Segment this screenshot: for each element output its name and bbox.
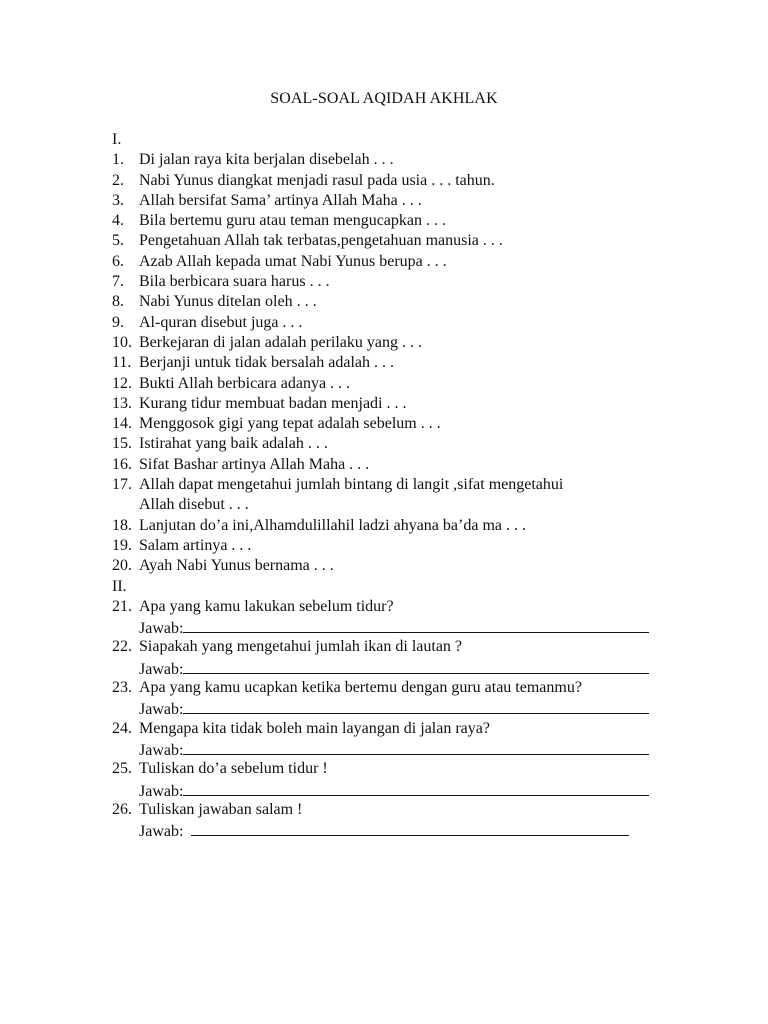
question-number: 19.: [112, 536, 132, 554]
answer-label: Jawab:: [139, 701, 184, 719]
question-item: [112, 536, 672, 556]
answer-field[interactable]: [139, 617, 649, 639]
answer-blank-line[interactable]: [183, 617, 649, 633]
question-number: 16.: [112, 455, 132, 473]
question-text: Bila bertemu guru atau teman mengucapkan . . .: [139, 212, 447, 230]
question-number: 13.: [112, 394, 132, 412]
question-number: 10.: [112, 333, 132, 351]
answer-blank-line[interactable]: [191, 820, 629, 836]
question-number: 11.: [112, 354, 132, 372]
question-number: 7.: [112, 273, 124, 291]
question-text: Salam artinya . . .: [139, 536, 252, 554]
question-number: 6.: [112, 252, 124, 270]
question-number: 9.: [112, 313, 124, 331]
question-text: Menggosok gigi yang tepat adalah sebelum . . .: [139, 415, 441, 433]
answer-row: [112, 698, 672, 718]
question-text: Berkejaran di jalan adalah perilaku yang . . .: [139, 333, 422, 351]
section-heading: I.: [112, 131, 122, 148]
question-text: Nabi Yunus ditelan oleh . . .: [139, 293, 317, 311]
question-text: Mengapa kita tidak boleh main layangan di jalan raya?: [139, 719, 490, 737]
question-number: 22.: [112, 638, 132, 656]
answer-row: [112, 820, 672, 840]
answer-label: Jawab:: [139, 620, 184, 638]
question-number: 18.: [112, 516, 132, 534]
question-number: 8.: [112, 293, 124, 311]
question-text: Apa yang kamu lakukan sebelum tidur?: [139, 597, 394, 615]
answer-blank-line[interactable]: [183, 739, 649, 755]
question-item: [112, 759, 672, 779]
question-number: 14.: [112, 415, 132, 433]
question-text: Sifat Bashar artinya Allah Maha . . .: [139, 455, 370, 473]
question-text: Siapakah yang mengetahui jumlah ikan di lautan ?: [139, 638, 463, 656]
question-text: Tuliskan do’a sebelum tidur !: [139, 760, 328, 778]
question-item: [112, 333, 672, 353]
question-text: Lanjutan do’a ini,Alhamdulillahil ladzi ahyana ba’da ma . . .: [139, 516, 526, 534]
question-item: [112, 434, 672, 454]
answer-blank-line[interactable]: [183, 698, 649, 714]
question-number: 1.: [112, 151, 124, 169]
question-text: Tuliskan jawaban salam !: [139, 800, 303, 818]
question-number: 12.: [112, 374, 132, 392]
question-number: 25.: [112, 760, 132, 778]
question-item: [112, 394, 672, 414]
question-list: [112, 130, 672, 840]
answer-field[interactable]: [139, 698, 649, 720]
answer-field[interactable]: [139, 820, 629, 842]
question-text: Berjanji untuk tidak bersalah adalah . . .: [139, 354, 395, 372]
answer-row: [112, 658, 672, 678]
question-number: 3.: [112, 191, 124, 209]
question-item: [112, 800, 672, 820]
answer-field[interactable]: [139, 780, 649, 802]
answer-label: Jawab:: [139, 782, 184, 800]
question-item: [112, 495, 672, 515]
question-item: [112, 231, 672, 251]
answer-row: [112, 780, 672, 800]
question-item: [112, 475, 672, 495]
question-text: Nabi Yunus diangkat menjadi rasul pada usia . . . tahun.: [139, 171, 495, 189]
answer-row: [112, 739, 672, 759]
question-text: Pengetahuan Allah tak terbatas,pengetahuan manusia . . .: [139, 232, 503, 250]
answer-blank-line[interactable]: [183, 780, 649, 796]
question-number: 23.: [112, 679, 132, 697]
question-text: Istirahat yang baik adalah . . .: [139, 435, 328, 453]
question-item: [112, 516, 672, 536]
question-text: Ayah Nabi Yunus bernama . . .: [139, 557, 334, 575]
question-item: [112, 414, 672, 434]
section-heading: II.: [112, 577, 127, 595]
question-item: [112, 252, 672, 272]
answer-label: Jawab:: [139, 741, 184, 759]
question-number: 24.: [112, 719, 132, 737]
question-item: [112, 272, 672, 292]
question-number: 15.: [112, 435, 132, 453]
question-item: [112, 719, 672, 739]
question-text: Apa yang kamu ucapkan ketika bertemu dengan guru atau temanmu?: [139, 679, 582, 697]
question-number: 4.: [112, 212, 124, 230]
answer-field[interactable]: [139, 658, 649, 680]
question-number: 17.: [112, 476, 132, 494]
question-item: [112, 597, 672, 617]
question-item: [112, 637, 672, 657]
question-item: [112, 292, 672, 312]
section-label: [112, 577, 672, 597]
question-item: [112, 171, 672, 191]
question-number: 21.: [112, 597, 132, 615]
answer-blank-line[interactable]: [183, 658, 649, 674]
question-text: Azab Allah kepada umat Nabi Yunus berupa . . .: [139, 252, 447, 270]
answer-label: Jawab:: [139, 660, 184, 678]
question-item: [112, 374, 672, 394]
question-item: [112, 150, 672, 170]
question-item: [112, 455, 672, 475]
question-item: [112, 353, 672, 373]
page-title: SOAL-SOAL AQIDAH AKHLAK: [270, 90, 498, 107]
question-text: Bila berbicara suara harus . . .: [139, 273, 330, 291]
answer-label: Jawab:: [139, 823, 184, 841]
question-number: 5.: [112, 232, 124, 250]
question-text: Al-quran disebut juga . . .: [139, 313, 303, 331]
question-text: Allah disebut . . .: [139, 496, 249, 514]
question-item: [112, 313, 672, 333]
question-text: Kurang tidur membuat badan menjadi . . .: [139, 394, 407, 412]
answer-field[interactable]: [139, 739, 649, 761]
question-number: 20.: [112, 557, 132, 575]
question-text: Allah dapat mengetahui jumlah bintang di langit ,sifat mengetahui: [139, 476, 564, 494]
question-item: [112, 678, 672, 698]
question-text: Bukti Allah berbicara adanya . . .: [139, 374, 351, 392]
question-text: Di jalan raya kita berjalan disebelah . . .: [139, 151, 394, 169]
question-text: Allah bersifat Sama’ artinya Allah Maha . . .: [139, 191, 422, 209]
question-item: [112, 211, 672, 231]
question-number: 26.: [112, 800, 132, 818]
section-label: [112, 130, 672, 150]
question-item: [112, 191, 672, 211]
question-item: [112, 556, 672, 576]
answer-row: [112, 617, 672, 637]
question-number: 2.: [112, 171, 124, 189]
